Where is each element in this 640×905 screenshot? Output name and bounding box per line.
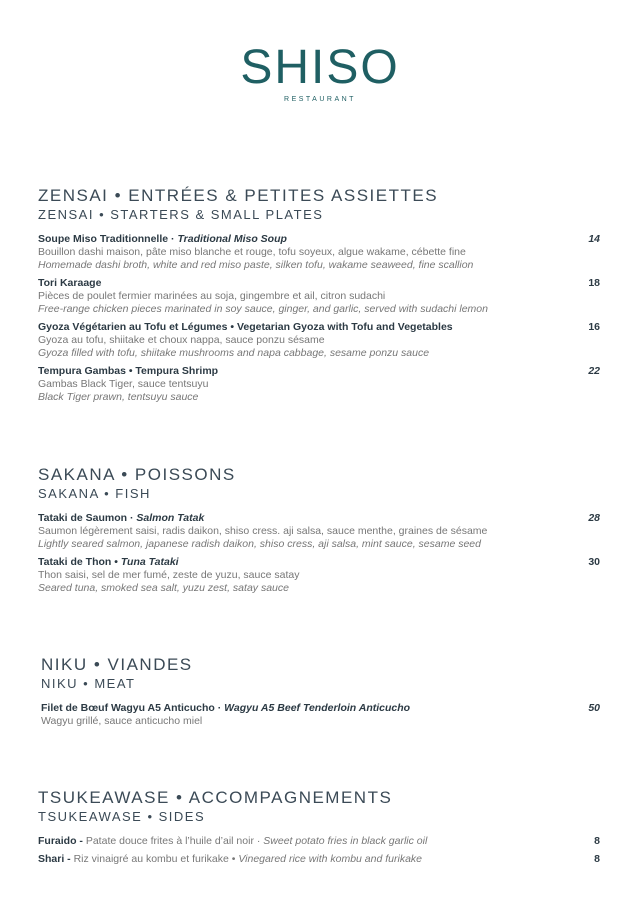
item-desc-fr: Saumon légèrement saisi, radis daikon, shiso cress. aji salsa, sauce menthe, graines de sésame (38, 525, 488, 537)
item-title (38, 512, 600, 525)
menu-item (38, 556, 600, 595)
item-title (41, 702, 600, 715)
item-desc-fr: Pièces de poulet fermier marinées au soja, gingembre et ail, citron sudachi (38, 290, 386, 302)
item-price: 16 (588, 321, 600, 333)
section-title-en: TSUKEAWASE • SIDES (38, 809, 206, 824)
menu-item (38, 853, 600, 866)
item-name-en: Salmon Tatak (136, 512, 205, 524)
item-desc-fr: Riz vinaigré au kombu et furikake • (73, 853, 239, 865)
menu-item (38, 512, 600, 551)
item-title (38, 233, 600, 246)
menu-section (38, 788, 600, 871)
menu-item (41, 702, 600, 728)
item-price: 8 (594, 853, 600, 865)
section-title-en: ZENSAI • STARTERS & SMALL PLATES (38, 207, 324, 222)
section-title-fr: NIKU • VIANDES (41, 655, 193, 674)
item-name-en: Traditional Miso Soup (177, 233, 287, 245)
item-title (38, 365, 600, 378)
section-title-en: NIKU • MEAT (41, 676, 136, 691)
item-price: 18 (588, 277, 600, 289)
menu-item (38, 233, 600, 272)
menu-section (41, 655, 600, 733)
item-name-fr: Soupe Miso Traditionnelle · (38, 233, 178, 245)
menu-item (38, 835, 600, 848)
item-title (38, 556, 600, 569)
section-title-fr: TSUKEAWASE • ACCOMPAGNEMENTS (38, 788, 393, 807)
logo-name: SHISO (240, 41, 400, 94)
item-desc-en: Black Tiger prawn, tentsuyu sauce (38, 391, 199, 403)
item-desc-en: Vinegared rice with kombu and furikake (238, 853, 423, 865)
item-desc-en: Sweet potato fries in black garlic oil (263, 835, 428, 847)
item-desc-fr: Wagyu grillé, sauce anticucho miel (41, 715, 203, 727)
item-desc-en: Homemade dashi broth, white and red miso paste, silken tofu, wakame seaweed, fine scallion (38, 259, 474, 271)
item-name: Furaido - (38, 835, 86, 847)
item-price: 14 (588, 233, 600, 245)
item-name-en: Wagyu A5 Beef Tenderloin Anticucho (224, 702, 411, 714)
item-desc-fr: Patate douce frites à l’huile d’ail noir · (85, 835, 264, 847)
section-title-fr: SAKANA • POISSONS (38, 465, 236, 484)
item-desc-fr: Gambas Black Tiger, sauce tentsuyu (38, 378, 209, 390)
item-name-fr: Filet de Bœuf Wagyu A5 Anticucho · (41, 702, 225, 714)
item-desc-fr: Gyoza au tofu, shiitake et choux nappa, sauce ponzu sésame (38, 334, 325, 346)
item-price: 22 (588, 365, 600, 377)
restaurant-logo (0, 40, 640, 103)
item-desc-en: Free-range chicken pieces marinated in soy sauce, ginger, and garlic, served with sudachi lemon (38, 303, 488, 315)
item-name-fr: Tempura Gambas • Tempura Shrimp (38, 365, 219, 377)
menu-section (38, 186, 600, 409)
item-desc-en: Gyoza filled with tofu, shiitake mushrooms and napa cabbage, sesame ponzu sauce (38, 347, 430, 359)
item-desc-fr: Thon saisi, sel de mer fumé, zeste de yuzu, sauce satay (38, 569, 300, 581)
item-desc-fr: Bouillon dashi maison, pâte miso blanche et rouge, tofu soyeux, algue wakame, cébette fine (38, 246, 466, 258)
item-price: 50 (588, 702, 600, 714)
menu-item (38, 277, 600, 316)
item-name-fr: Tataki de Saumon · (38, 512, 137, 524)
item-price: 30 (588, 556, 600, 568)
item-title (38, 321, 600, 334)
item-name-fr: Tataki de Thon • (38, 556, 121, 568)
item-name-fr: Gyoza Végétarien au Tofu et Légumes • Vegetarian Gyoza with Tofu and Vegetables (38, 321, 453, 333)
item-name-fr: Tori Karaage (38, 277, 102, 289)
menu-section (38, 465, 600, 600)
section-title-fr: ZENSAI • ENTRÉES & PETITES ASSIETTES (38, 186, 439, 205)
item-name: Shari - (38, 853, 74, 865)
item-price: 8 (594, 835, 600, 847)
item-name-en: Tuna Tataki (120, 556, 179, 568)
item-desc-en: Seared tuna, smoked sea salt, yuzu zest, satay sauce (38, 582, 289, 594)
item-price: 28 (588, 512, 600, 524)
item-title (38, 277, 600, 290)
menu-item (38, 321, 600, 360)
item-desc-en: Lightly seared salmon, japanese radish daikon, shiso cress, aji salsa, mint sauce, sesame seed (38, 538, 481, 550)
section-title-en: SAKANA • FISH (38, 486, 151, 501)
menu-item (38, 365, 600, 404)
logo-subtitle: RESTAURANT (284, 96, 356, 103)
